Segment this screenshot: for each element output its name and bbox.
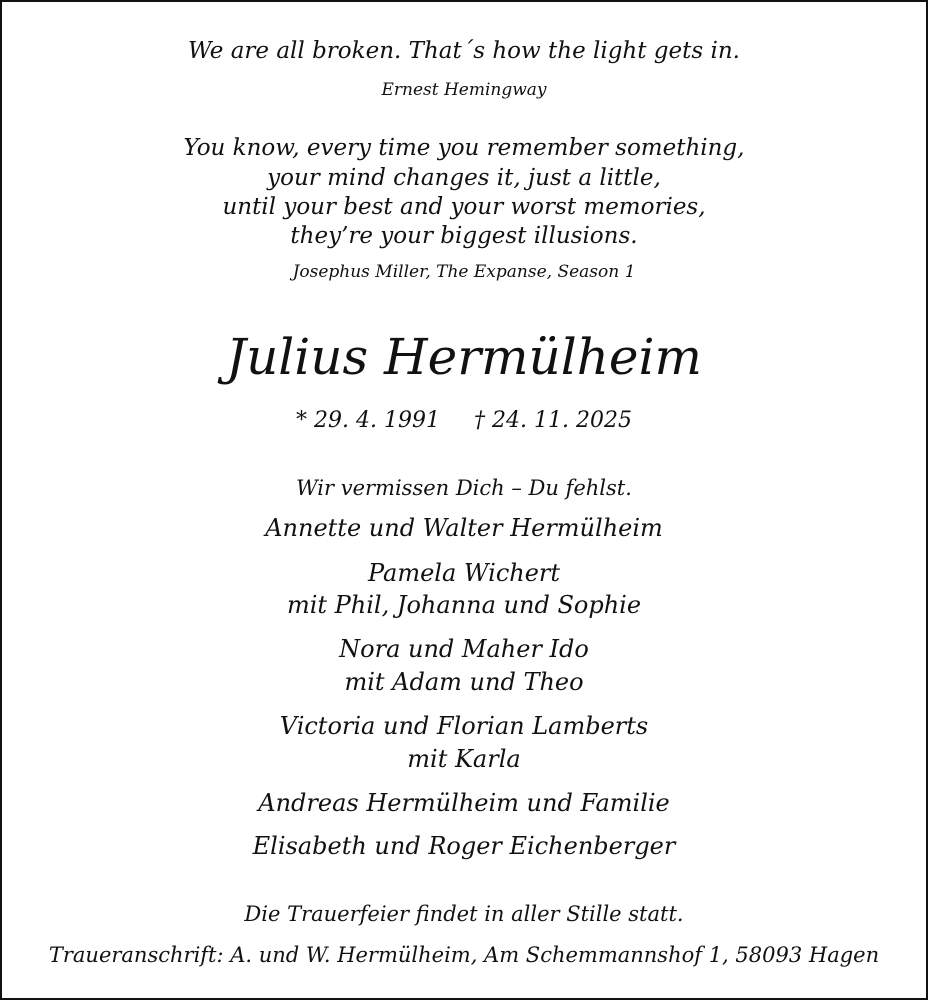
- quote-expanse-line-4: they’re your biggest illusions.: [290, 223, 638, 249]
- ceremony-note: Die Trauerfeier findet in aller Stille statt.: [244, 902, 684, 926]
- mourner-line-6: Victoria und Florian Lamberts: [279, 712, 649, 740]
- mourner-line-7: mit Karla: [407, 745, 521, 773]
- birth-date: * 29. 4. 1991: [296, 408, 440, 433]
- mourners-intro: Wir vermissen Dich – Du fehlst.: [296, 476, 632, 500]
- mourner-line-5: mit Adam und Theo: [344, 668, 584, 696]
- quote-expanse-line-1: You know, every time you remember something,: [183, 135, 745, 161]
- mourner-line-1: Annette und Walter Hermülheim: [265, 514, 663, 542]
- mourner-line-8: Andreas Hermülheim und Familie: [258, 789, 670, 817]
- mourner-line-3: mit Phil, Johanna und Sophie: [286, 591, 642, 619]
- mourning-address: Traueranschrift: A. und W. Hermülheim, Am Schemmannshof 1, 58093 Hagen: [48, 943, 880, 967]
- death-date: † 24. 11. 2025: [474, 408, 632, 433]
- deceased-name: Julius Hermülheim: [226, 328, 702, 386]
- quote-hemingway: We are all broken. That´s how the light gets in.: [188, 38, 740, 64]
- quote-expanse-line-2: your mind changes it, just a little,: [267, 165, 661, 191]
- life-dates: [2, 408, 926, 433]
- quote-expanse-line-3: until your best and your worst memories,: [222, 194, 706, 220]
- mourner-line-2: Pamela Wichert: [367, 559, 561, 587]
- quote-hemingway-author: Ernest Hemingway: [381, 80, 547, 100]
- quote-expanse-author: Josephus Miller, The Expanse, Season 1: [292, 262, 636, 282]
- mourner-line-4: Nora und Maher Ido: [339, 635, 589, 663]
- mourner-line-9: Elisabeth und Roger Eichenberger: [252, 832, 676, 860]
